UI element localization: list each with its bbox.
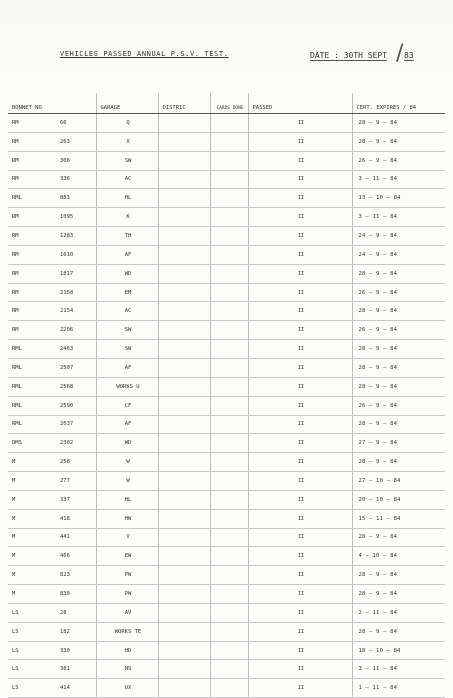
passed-cell: II — [248, 189, 352, 208]
bonnet-number: 2463 — [60, 346, 74, 353]
expiry-cell: 24 – 9 – 84 — [352, 245, 445, 264]
expiry-cell: 28 – 9 – 84 — [352, 132, 445, 151]
district-cell — [158, 189, 210, 208]
table-row — [8, 170, 445, 189]
bonnet-prefix: RM — [12, 289, 19, 296]
bonnet-number: 182 — [60, 628, 70, 635]
bonnet-prefix: RM — [12, 232, 19, 239]
bonnet-cell — [8, 396, 96, 415]
garage-cell: SW — [96, 321, 158, 340]
table-row — [8, 208, 445, 227]
bonnet-prefix: RML — [12, 402, 22, 409]
cards-cell — [210, 264, 248, 283]
bonnet-prefix: RML — [12, 346, 22, 353]
passed-cell: II — [248, 509, 352, 528]
garage-cell: AC — [96, 170, 158, 189]
bonnet-number: 466 — [60, 553, 70, 560]
bonnet-prefix: RM — [12, 176, 19, 183]
table-row — [8, 114, 445, 133]
cards-cell — [210, 302, 248, 321]
garage-cell: WORKS U — [96, 377, 158, 396]
table-row — [8, 453, 445, 472]
garage-cell: K — [96, 208, 158, 227]
bonnet-number: 418 — [60, 515, 70, 522]
district-cell — [158, 170, 210, 189]
passed-cell: II — [248, 208, 352, 227]
vehicle-table — [8, 93, 445, 698]
cards-cell — [210, 585, 248, 604]
district-cell — [158, 358, 210, 377]
bonnet-prefix: M — [12, 477, 16, 484]
garage-cell: X — [96, 132, 158, 151]
bonnet-number: 2568 — [60, 383, 74, 390]
bonnet-number: 306 — [60, 157, 70, 164]
bonnet-prefix: RM — [12, 138, 19, 145]
cards-cell — [210, 189, 248, 208]
cards-cell — [210, 509, 248, 528]
district-cell — [158, 453, 210, 472]
cards-cell — [210, 377, 248, 396]
col-header-cards: CARDS DONE — [210, 93, 248, 114]
district-cell — [158, 302, 210, 321]
passed-cell: II — [248, 472, 352, 491]
garage-cell: AV — [96, 603, 158, 622]
table-row — [8, 302, 445, 321]
passed-cell: II — [248, 603, 352, 622]
garage-cell: UX — [96, 679, 158, 698]
expiry-cell: 3 – 11 – 84 — [352, 208, 445, 227]
cards-cell — [210, 566, 248, 585]
bonnet-cell — [8, 358, 96, 377]
district-cell — [158, 114, 210, 133]
date-label: DATE : 30TH SEPT — [310, 51, 388, 60]
garage-cell: HW — [96, 509, 158, 528]
garage-cell: EM — [96, 283, 158, 302]
date-year: 83 — [404, 51, 414, 60]
bonnet-prefix: M — [12, 515, 16, 522]
table-row — [8, 283, 445, 302]
garage-cell: SW — [96, 151, 158, 170]
garage-cell: NS — [96, 660, 158, 679]
passed-cell: II — [248, 302, 352, 321]
table-row — [8, 377, 445, 396]
bonnet-number: 1283 — [60, 232, 74, 239]
table-row — [8, 151, 445, 170]
bonnet-prefix: RML — [12, 195, 22, 202]
expiry-cell: 26 – 9 – 84 — [352, 151, 445, 170]
bonnet-cell — [8, 528, 96, 547]
passed-cell: II — [248, 566, 352, 585]
bonnet-prefix: M — [12, 591, 16, 598]
cards-cell — [210, 170, 248, 189]
expiry-cell: 28 – 9 – 84 — [352, 566, 445, 585]
passed-cell: II — [248, 340, 352, 359]
bonnet-cell — [8, 321, 96, 340]
table-row — [8, 509, 445, 528]
passed-cell: II — [248, 679, 352, 698]
bonnet-cell — [8, 490, 96, 509]
garage-cell: AF — [96, 358, 158, 377]
bonnet-prefix: M — [12, 572, 16, 579]
bonnet-cell — [8, 283, 96, 302]
vehicle-table-container — [8, 93, 445, 698]
table-row — [8, 396, 445, 415]
expiry-cell: 28 – 9 – 84 — [352, 358, 445, 377]
district-cell — [158, 472, 210, 491]
bonnet-cell — [8, 660, 96, 679]
district-cell — [158, 603, 210, 622]
table-row — [8, 227, 445, 246]
passed-cell: II — [248, 585, 352, 604]
expiry-cell: 26 – 9 – 84 — [352, 283, 445, 302]
table-row — [8, 340, 445, 359]
cards-cell — [210, 340, 248, 359]
cards-cell — [210, 415, 248, 434]
passed-cell: II — [248, 528, 352, 547]
bonnet-prefix: RM — [12, 251, 19, 258]
table-row — [8, 358, 445, 377]
col-header-expiry: CERT. EXPIRES / 84 — [352, 93, 445, 114]
table-row — [8, 660, 445, 679]
district-cell — [158, 227, 210, 246]
bonnet-prefix: LS — [12, 666, 19, 673]
expiry-cell: 26 – 9 – 84 — [352, 396, 445, 415]
district-cell — [158, 283, 210, 302]
cards-cell — [210, 453, 248, 472]
table-row — [8, 622, 445, 641]
bonnet-prefix: LS — [12, 609, 19, 616]
cards-cell — [210, 283, 248, 302]
garage-cell: CF — [96, 396, 158, 415]
passed-cell: II — [248, 227, 352, 246]
table-header-row — [8, 93, 445, 114]
bonnet-number: 441 — [60, 534, 70, 541]
expiry-cell: 28 – 9 – 84 — [352, 340, 445, 359]
cards-cell — [210, 679, 248, 698]
expiry-cell: 28 – 9 – 84 — [352, 302, 445, 321]
bonnet-number: 2158 — [60, 289, 74, 296]
garage-cell: AF — [96, 245, 158, 264]
expiry-cell: 15 – 11 – 84 — [352, 509, 445, 528]
passed-cell: II — [248, 415, 352, 434]
bonnet-prefix: LS — [12, 685, 19, 692]
expiry-cell: 13 – 10 – 84 — [352, 189, 445, 208]
garage-cell: W — [96, 453, 158, 472]
table-row — [8, 490, 445, 509]
bonnet-prefix: RM — [12, 157, 19, 164]
cards-cell — [210, 245, 248, 264]
bonnet-cell — [8, 641, 96, 660]
bonnet-number: 336 — [60, 176, 70, 183]
bonnet-cell — [8, 227, 96, 246]
bonnet-prefix: RML — [12, 421, 22, 428]
bonnet-prefix: RML — [12, 383, 22, 390]
district-cell — [158, 490, 210, 509]
cards-cell — [210, 321, 248, 340]
bonnet-cell — [8, 264, 96, 283]
bonnet-cell — [8, 245, 96, 264]
cards-cell — [210, 132, 248, 151]
expiry-cell: 28 – 9 – 84 — [352, 264, 445, 283]
table-row — [8, 472, 445, 491]
bonnet-number: 330 — [60, 647, 70, 654]
passed-cell: II — [248, 358, 352, 377]
bonnet-cell — [8, 132, 96, 151]
bonnet-cell — [8, 566, 96, 585]
bonnet-number: 1610 — [60, 251, 74, 258]
cards-cell — [210, 641, 248, 660]
bonnet-cell — [8, 585, 96, 604]
passed-cell: II — [248, 114, 352, 133]
district-cell — [158, 434, 210, 453]
bonnet-prefix: RM — [12, 308, 19, 315]
col-header-district: DISTRIC — [158, 93, 210, 114]
bonnet-number: 1817 — [60, 270, 74, 277]
bonnet-cell — [8, 679, 96, 698]
cards-cell — [210, 603, 248, 622]
document-title: VEHICLES PASSED ANNUAL P.S.V. TEST. — [60, 50, 229, 58]
passed-cell: II — [248, 490, 352, 509]
expiry-cell: 28 – 9 – 84 — [352, 622, 445, 641]
district-cell — [158, 151, 210, 170]
bonnet-prefix: RM — [12, 214, 19, 221]
bonnet-prefix: RM — [12, 270, 19, 277]
bonnet-cell — [8, 622, 96, 641]
expiry-cell: 27 – 9 – 84 — [352, 434, 445, 453]
garage-cell: HL — [96, 490, 158, 509]
cards-cell — [210, 660, 248, 679]
table-row — [8, 566, 445, 585]
district-cell — [158, 528, 210, 547]
expiry-cell: 28 – 9 – 84 — [352, 453, 445, 472]
bonnet-number: 2507 — [60, 364, 74, 371]
table-row — [8, 132, 445, 151]
table-body — [8, 114, 445, 698]
table-row — [8, 547, 445, 566]
district-cell — [158, 132, 210, 151]
garage-cell: WD — [96, 264, 158, 283]
bonnet-number: 66 — [60, 119, 67, 126]
table-row — [8, 434, 445, 453]
district-cell — [158, 509, 210, 528]
bonnet-number: 381 — [60, 666, 70, 673]
col-header-passed: PASSED — [248, 93, 352, 114]
garage-cell: EW — [96, 547, 158, 566]
bonnet-prefix: RM — [12, 119, 19, 126]
passed-cell: II — [248, 396, 352, 415]
expiry-cell: 24 – 9 – 84 — [352, 227, 445, 246]
garage-cell: PW — [96, 566, 158, 585]
passed-cell: II — [248, 641, 352, 660]
bonnet-prefix: DMS — [12, 440, 22, 447]
bonnet-prefix: RML — [12, 364, 22, 371]
garage-cell: WORKS TE — [96, 622, 158, 641]
expiry-cell: 2 – 11 – 84 — [352, 603, 445, 622]
table-row — [8, 528, 445, 547]
district-cell — [158, 547, 210, 566]
bonnet-cell — [8, 208, 96, 227]
passed-cell: II — [248, 151, 352, 170]
district-cell — [158, 566, 210, 585]
district-cell — [158, 396, 210, 415]
bonnet-number: 2590 — [60, 402, 74, 409]
col-header-garage: GARAGE — [96, 93, 158, 114]
expiry-cell: 18 – 10 – 84 — [352, 641, 445, 660]
bonnet-number: 830 — [60, 591, 70, 598]
expiry-cell: 20 – 10 – 84 — [352, 490, 445, 509]
table-row — [8, 321, 445, 340]
district-cell — [158, 340, 210, 359]
date-area — [310, 41, 414, 66]
table-row — [8, 264, 445, 283]
cards-cell — [210, 151, 248, 170]
bonnet-cell — [8, 151, 96, 170]
passed-cell: II — [248, 622, 352, 641]
bonnet-number: 823 — [60, 572, 70, 579]
district-cell — [158, 660, 210, 679]
bonnet-cell — [8, 603, 96, 622]
bonnet-number: 2637 — [60, 421, 74, 428]
bonnet-number: 277 — [60, 477, 70, 484]
expiry-cell: 3 – 11 – 84 — [352, 170, 445, 189]
bonnet-prefix: LS — [12, 628, 19, 635]
bonnet-number: 883 — [60, 195, 70, 202]
cards-cell — [210, 227, 248, 246]
cards-cell — [210, 528, 248, 547]
garage-cell: HD — [96, 641, 158, 660]
cards-cell — [210, 396, 248, 415]
passed-cell: II — [248, 434, 352, 453]
district-cell — [158, 208, 210, 227]
bonnet-cell — [8, 434, 96, 453]
table-row — [8, 415, 445, 434]
passed-cell: II — [248, 245, 352, 264]
bonnet-number: 2154 — [60, 308, 74, 315]
district-cell — [158, 585, 210, 604]
table-row — [8, 603, 445, 622]
passed-cell: II — [248, 170, 352, 189]
passed-cell: II — [248, 453, 352, 472]
date-slash-mark: / — [396, 41, 404, 66]
table-row — [8, 585, 445, 604]
garage-cell: W — [96, 472, 158, 491]
table-row — [8, 679, 445, 698]
expiry-cell: 26 – 9 – 84 — [352, 321, 445, 340]
bonnet-prefix: M — [12, 459, 16, 466]
bonnet-number: 2302 — [60, 440, 74, 447]
cards-cell — [210, 434, 248, 453]
passed-cell: II — [248, 660, 352, 679]
cards-cell — [210, 547, 248, 566]
garage-cell: AF — [96, 415, 158, 434]
bonnet-cell — [8, 547, 96, 566]
district-cell — [158, 264, 210, 283]
district-cell — [158, 622, 210, 641]
cards-cell — [210, 622, 248, 641]
expiry-cell: 28 – 9 – 84 — [352, 585, 445, 604]
bonnet-number: 337 — [60, 496, 70, 503]
bonnet-cell — [8, 114, 96, 133]
district-cell — [158, 679, 210, 698]
passed-cell: II — [248, 547, 352, 566]
garage-cell: SW — [96, 340, 158, 359]
bonnet-cell — [8, 377, 96, 396]
garage-cell: Q — [96, 114, 158, 133]
expiry-cell: 28 – 9 – 84 — [352, 114, 445, 133]
expiry-cell: 1 – 11 – 84 — [352, 679, 445, 698]
garage-cell: WD — [96, 434, 158, 453]
cards-cell — [210, 358, 248, 377]
cards-cell — [210, 490, 248, 509]
bonnet-number: 2206 — [60, 327, 74, 334]
expiry-cell: 28 – 9 – 84 — [352, 377, 445, 396]
bonnet-cell — [8, 189, 96, 208]
expiry-cell: 28 – 9 – 84 — [352, 415, 445, 434]
passed-cell: II — [248, 283, 352, 302]
cards-cell — [210, 114, 248, 133]
bonnet-number: 258 — [60, 459, 70, 466]
bonnet-prefix: RM — [12, 327, 19, 334]
district-cell — [158, 321, 210, 340]
bonnet-number: 414 — [60, 685, 70, 692]
district-cell — [158, 245, 210, 264]
district-cell — [158, 641, 210, 660]
passed-cell: II — [248, 132, 352, 151]
bonnet-cell — [8, 170, 96, 189]
cards-cell — [210, 208, 248, 227]
bonnet-prefix: M — [12, 534, 16, 541]
bonnet-cell — [8, 340, 96, 359]
table-row — [8, 245, 445, 264]
col-header-bonnet: BONNET NO — [8, 93, 96, 114]
bonnet-cell — [8, 472, 96, 491]
table-row — [8, 189, 445, 208]
bonnet-number: 28 — [60, 609, 67, 616]
district-cell — [158, 377, 210, 396]
passed-cell: II — [248, 321, 352, 340]
bonnet-number: 1095 — [60, 214, 74, 221]
bonnet-cell — [8, 302, 96, 321]
bonnet-prefix: M — [12, 496, 16, 503]
table-row — [8, 641, 445, 660]
garage-cell: V — [96, 528, 158, 547]
cards-cell — [210, 472, 248, 491]
bonnet-cell — [8, 453, 96, 472]
garage-cell: TH — [96, 227, 158, 246]
bonnet-number: 263 — [60, 138, 70, 145]
bonnet-prefix: LS — [12, 647, 19, 654]
bonnet-cell — [8, 415, 96, 434]
bonnet-cell — [8, 509, 96, 528]
district-cell — [158, 415, 210, 434]
garage-cell: HL — [96, 189, 158, 208]
bonnet-prefix: M — [12, 553, 16, 560]
garage-cell: AC — [96, 302, 158, 321]
expiry-cell: 3 – 11 – 84 — [352, 660, 445, 679]
expiry-cell: 27 – 10 – 84 — [352, 472, 445, 491]
garage-cell: PW — [96, 585, 158, 604]
passed-cell: II — [248, 377, 352, 396]
expiry-cell: 4 – 10 – 84 — [352, 547, 445, 566]
expiry-cell: 28 – 9 – 84 — [352, 528, 445, 547]
passed-cell: II — [248, 264, 352, 283]
